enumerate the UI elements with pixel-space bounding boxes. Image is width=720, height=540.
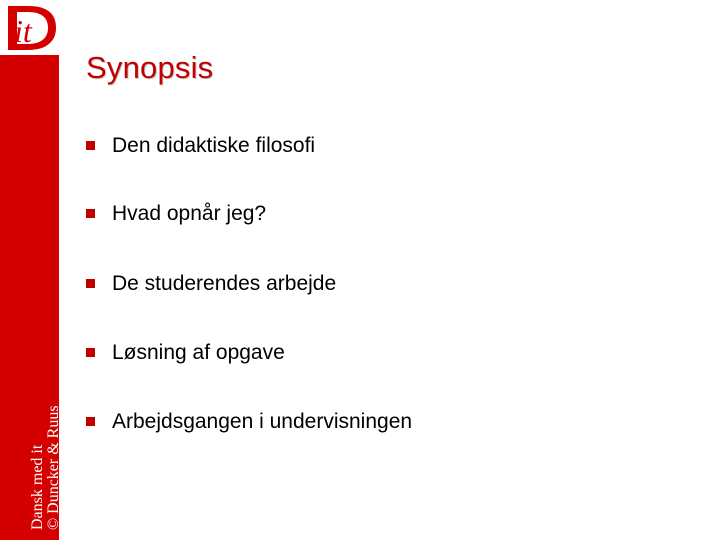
square-bullet-icon bbox=[86, 417, 95, 426]
bullet-text: Hvad opnår jeg? bbox=[112, 202, 267, 225]
slide-title: Synopsis bbox=[86, 50, 214, 85]
sidebar-footer bbox=[30, 405, 62, 530]
bullet-text: Den didaktiske filosofi bbox=[112, 134, 316, 157]
sidebar-footer-line2: © Duncker & Ruus bbox=[45, 405, 62, 530]
bullet-text: Arbejdsgangen i undervisningen bbox=[112, 410, 413, 433]
square-bullet-icon bbox=[86, 141, 95, 150]
sidebar-footer-line1: Dansk med it bbox=[29, 444, 46, 530]
bullet-text: De studerendes arbejde bbox=[112, 272, 337, 295]
bullet-text: Løsning af opgave bbox=[112, 341, 285, 364]
dansk-med-it-logo-icon bbox=[0, 0, 59, 55]
square-bullet-icon bbox=[86, 279, 95, 288]
square-bullet-icon bbox=[86, 348, 95, 357]
sidebar bbox=[0, 0, 62, 540]
square-bullet-icon bbox=[86, 209, 95, 218]
svg-text:it: it bbox=[14, 13, 32, 49]
